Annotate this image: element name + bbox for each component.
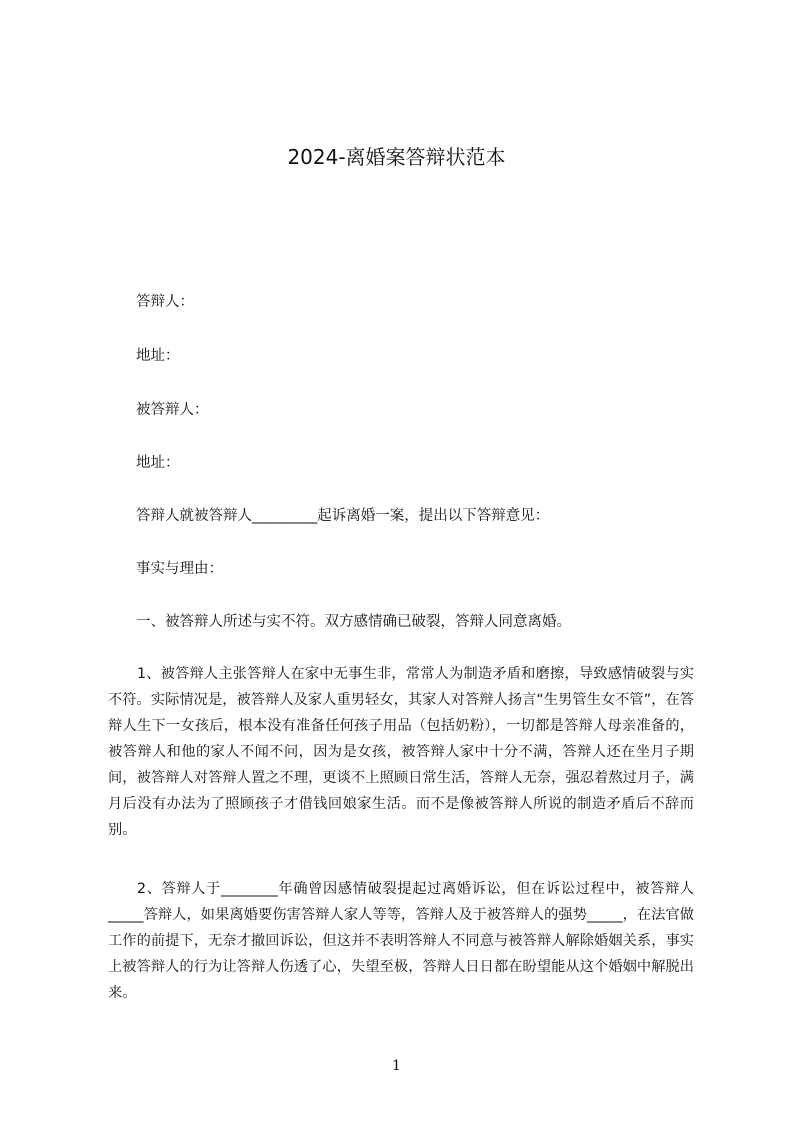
intro-statement: 答辩人就被答辩人_________起诉离婚一案，提出以下答辩意见： — [136, 508, 550, 524]
section-1-heading: 一、被答辩人所述与实不符。双方感情确已破裂，答辩人同意离婚。 — [136, 614, 571, 630]
paragraph-1: 1、被答辩人主张答辩人在家中无事生非，常常人为制造矛盾和磨擦，导致感情破裂与实不符。实际情况是，被答辩人及家人重男轻女，其家人对答辩人扬言“生男管生女不管”，在答辩人生下一女孩后，根本没有准备任何孩子用品（包括奶粉），一切都是答辩人母亲准备的，被答辩人和他的家人不闻不问，因为是女孩，被答辩人家中十分不满，答辩人还在坐月子期间，被答辩人对答辩人置之不理，更谈不上照顾日常生活，答辩人无奈，强忍着熬过月子，满月后没有办法为了照顾孩子才借钱回娘家生活。而不是像被答辩人所说的制造矛盾后不辞而别。 — [108, 666, 694, 838]
facts-heading: 事实与理由： — [136, 561, 223, 577]
respondent-label: 答辩人： — [136, 294, 194, 310]
page-number: 1 — [392, 1058, 401, 1074]
respondent-address-label: 地址： — [136, 348, 180, 364]
document-title: 2024-离婚案答辩状范本 — [287, 145, 506, 169]
plaintiff-label: 被答辩人： — [136, 402, 209, 418]
paragraph-2: 2、答辩人于________年确曾因感情破裂提起过离婚诉讼，但在诉讼过程中，被答辩人_____答辩人，如果离婚要伤害答辩人家人等等，答辩人及于被答辩人的强势_____，在法官做工作的前提下，无奈才撤回诉讼，但这并不表明答辩人不同意与被答辩人解除婚姻关系，事实上被答辩人的行为让答辩人伤透了心，失望至极，答辩人日日都在盼望能从这个婚姻中解脱出来。 — [108, 881, 694, 1001]
plaintiff-address-label: 地址： — [136, 455, 180, 471]
